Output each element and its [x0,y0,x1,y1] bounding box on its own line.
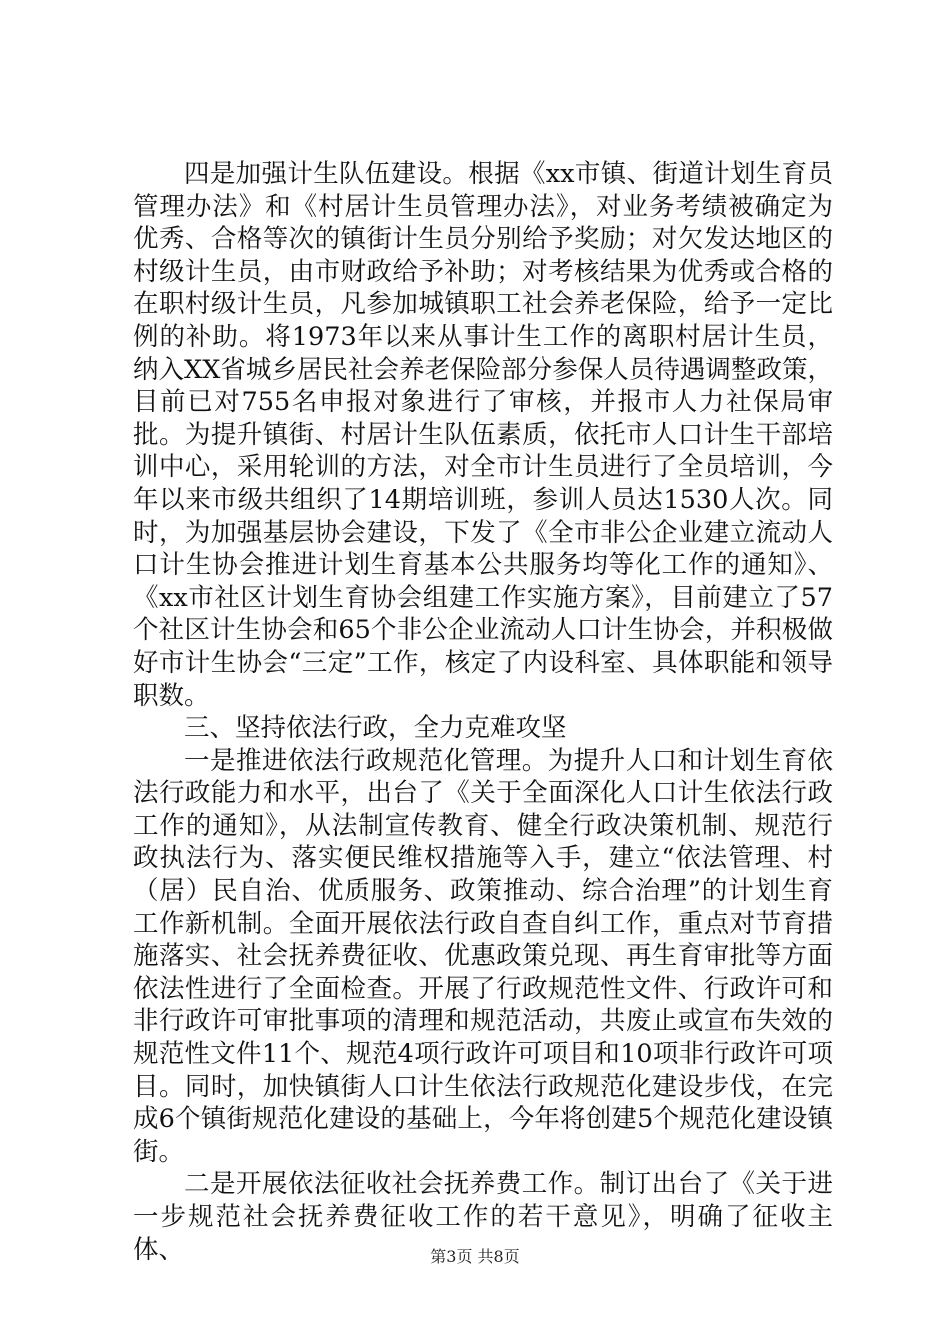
paragraph-lawful-administration: 一是推进依法行政规范化管理。为提升人口和计划生育依法行政能力和水平，出台了《关于全面深化人口计生依法行政工作的通知》，从法制宣传教育、健全行政决策机制、规范行政执法行为、落实便民维权措施等入手，建立“依法管理、村（居）民自治、优质服务、政策推动、综合治理”的计划生育工作新机制。全面开展依法行政自查自纠工作，重点对节育措施落实、社会抚养费征收、优惠政策兑现、再生育审批等方面依法性进行了全面检查。开展了行政规范性文件、行政许可和非行政许可审批事项的清理和规范活动，共废止或宣布失效的规范性文件11个、规范4项行政许可项目和10项非行政许可项目。同时，加快镇街人口计生依法行政规范化建设步伐，在完成6个镇街规范化建设的基础上，今年将创建5个规范化建设镇街。 [133,745,833,1167]
paragraph-staff-building: 四是加强计生队伍建设。根据《xx市镇、街道计划生育员管理办法》和《村居计生员管理办法》，对业务考绩被确定为优秀、合格等次的镇街计生员分别给予奖励；对欠发达地区的村级计生员，由市财政给予补助；对考核结果为优秀或合格的在职村级计生员，凡参加城镇职工社会养老保险，给予一定比例的补助。将1973年以来从事计生工作的离职村居计生员，纳入XX省城乡居民社会养老保险部分参保人员待遇调整政策，目前已对755名申报对象进行了审核，并报市人力社保局审批。为提升镇街、村居计生队伍素质，依托市人口计生干部培训中心，采用轮训的方法，对全市计生员进行了全员培训，今年以来市级共组织了14期培训班，参训人员达1530人次。同时，为加强基层协会建设，下发了《全市非公企业建立流动人口计生协会推进计划生育基本公共服务均等化工作的通知》、《xx市社区计划生育协会组建工作实施方案》，目前建立了57个社区计生协会和65个非公企业流动人口计生协会，并积极做好市计生协会“三定”工作，核定了内设科室、具体职能和领导职数。 [133,159,833,711]
document-body [133,158,833,1266]
page-number-footer: 第3页 共8页 [430,1247,520,1266]
paragraph-social-fee-collection: 二是开展依法征收社会抚养费工作。制订出台了《关于进一步规范社会抚养费征收工作的若干意见》，明确了征收主体、 [133,1169,833,1265]
section-heading-three: 三、坚持依法行政，全力克难攻坚 [184,713,567,744]
